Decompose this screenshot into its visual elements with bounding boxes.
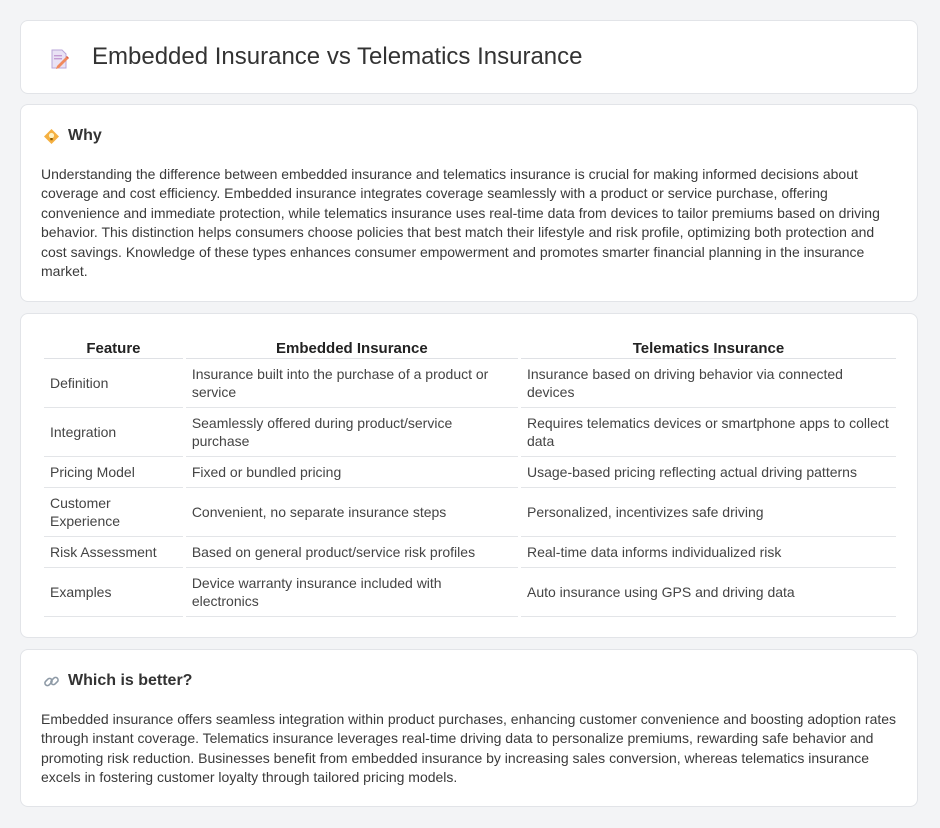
comparison-section (20, 313, 918, 638)
better-heading: Which is better? (68, 672, 193, 689)
better-text: Embedded insurance offers seamless integration within product purchases, enhancing customer convenience and boosting adoption rates through instant coverage. Telematics insurance leverages real-time driving data to personalize premiums, rewarding safe behavior and promoting risk reduction. Businesses benefit from embedded insurance by increasing sales conversion, whereas telematics insurance excels in fostering customer loyalty through tailored pricing models. (41, 711, 897, 786)
header-feature: Feature (44, 336, 183, 359)
telematics-cell: Insurance based on driving behavior via connected devices (521, 359, 896, 408)
embedded-cell: Based on general product/service risk profiles (186, 537, 518, 568)
link-icon (43, 673, 60, 690)
embedded-cell: Device warranty insurance included with electronics (186, 568, 518, 617)
feature-cell: Risk Assessment (44, 537, 183, 568)
telematics-cell: Real-time data informs individualized risk (521, 537, 896, 568)
table-row (44, 408, 896, 457)
table-row (44, 359, 896, 408)
table-row (44, 568, 896, 617)
feature-cell: Pricing Model (44, 457, 183, 488)
embedded-cell: Convenient, no separate insurance steps (186, 488, 518, 537)
telematics-cell: Usage-based pricing reflecting actual driving patterns (521, 457, 896, 488)
which-better-section (20, 649, 918, 807)
document-pen-icon (48, 48, 70, 70)
embedded-cell: Seamlessly offered during product/service purchase (186, 408, 518, 457)
feature-cell: Definition (44, 359, 183, 408)
why-heading-row (43, 127, 102, 145)
telematics-cell: Personalized, incentivizes safe driving (521, 488, 896, 537)
feature-cell: Examples (44, 568, 183, 617)
table-header-row (44, 336, 896, 359)
embedded-cell: Insurance built into the purchase of a product or service (186, 359, 518, 408)
telematics-cell: Auto insurance using GPS and driving data (521, 568, 896, 617)
header-telematics: Telematics Insurance (521, 336, 896, 359)
header-embedded: Embedded Insurance (186, 336, 518, 359)
feature-cell: Integration (44, 408, 183, 457)
table-row (44, 537, 896, 568)
why-text: Understanding the difference between embedded insurance and telematics insurance is crucial for making informed decisions about coverage and cost efficiency. Embedded insurance integrates coverage seamlessly with a product or service purchase, offering convenience and immediate protection, while telematics insurance uses real-time data from devices to tailor premiums based on driving behavior. This distinction helps consumers choose policies that best match their lifestyle and risk profile, optimizing both protection and cost savings. Knowledge of these types enhances consumer empowerment and promotes smarter financial planning in the insurance market. (41, 166, 880, 280)
title-card (20, 20, 918, 94)
table-row (44, 488, 896, 537)
telematics-cell: Requires telematics devices or smartphone apps to collect data (521, 408, 896, 457)
why-section (20, 104, 918, 302)
lightbulb-diamond-icon (43, 128, 60, 145)
embedded-cell: Fixed or bundled pricing (186, 457, 518, 488)
feature-cell: Customer Experience (44, 488, 183, 537)
why-heading: Why (68, 127, 102, 144)
table-row (44, 457, 896, 488)
comparison-table (41, 336, 899, 617)
better-heading-row (43, 672, 192, 690)
page-title: Embedded Insurance vs Telematics Insurance (92, 43, 583, 70)
